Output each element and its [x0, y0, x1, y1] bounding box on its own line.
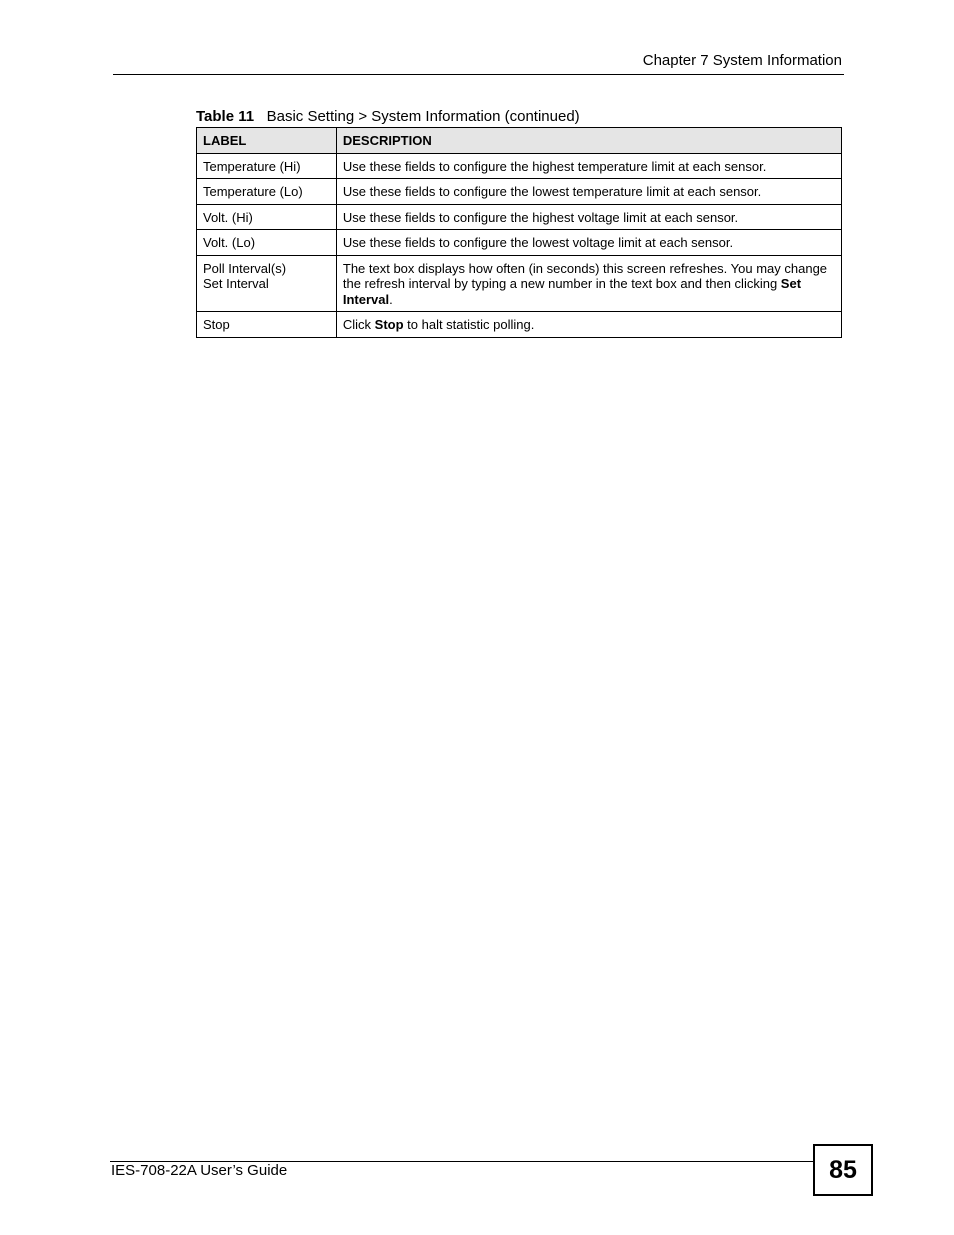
description-text: Click	[342, 317, 375, 332]
row-description	[336, 312, 841, 338]
table-row	[197, 312, 842, 338]
table-row	[197, 255, 842, 312]
row-description: Use these fields to configure the lowest voltage limit at each sensor.	[336, 230, 841, 256]
chapter-header: Chapter 7 System Information	[642, 52, 842, 69]
table-caption-number: Table 11	[196, 108, 255, 125]
table-row	[197, 153, 842, 179]
column-header-label: LABEL	[197, 128, 337, 154]
description-text: The text box displays how often (in seconds) this screen refreshes. You may change the refresh interval by typing a new number in the text box and then clicking	[342, 260, 828, 291]
description-text: to halt statistic polling.	[403, 317, 535, 332]
column-header-description: DESCRIPTION	[336, 128, 841, 154]
description-bold-term: Set Interval	[342, 276, 802, 307]
row-label: Volt. (Hi)	[197, 204, 337, 230]
table-caption-title: Basic Setting > System Information (continued)	[266, 108, 580, 125]
row-description	[336, 255, 841, 312]
table-header-row	[197, 128, 842, 154]
row-description: Use these fields to configure the highest temperature limit at each sensor.	[336, 153, 841, 179]
row-label: Volt. (Lo)	[197, 230, 337, 256]
row-label-line: Poll Interval(s)	[203, 260, 287, 276]
row-label-line: Set Interval	[203, 276, 269, 291]
description-bold-term: Stop	[374, 317, 404, 332]
row-label	[197, 255, 337, 312]
page-number: 85	[813, 1144, 873, 1196]
table-row	[197, 230, 842, 256]
table-row	[197, 179, 842, 205]
guide-title: IES-708-22A User’s Guide	[111, 1162, 288, 1179]
description-text: .	[389, 291, 393, 307]
row-label: Temperature (Hi)	[197, 153, 337, 179]
table-caption	[196, 108, 580, 126]
table-row	[197, 204, 842, 230]
row-label: Temperature (Lo)	[197, 179, 337, 205]
row-description: Use these fields to configure the lowest temperature limit at each sensor.	[336, 179, 841, 205]
header-divider	[113, 74, 844, 75]
row-label: Stop	[197, 312, 337, 338]
row-description: Use these fields to configure the highest voltage limit at each sensor.	[336, 204, 841, 230]
system-information-table	[196, 127, 842, 338]
